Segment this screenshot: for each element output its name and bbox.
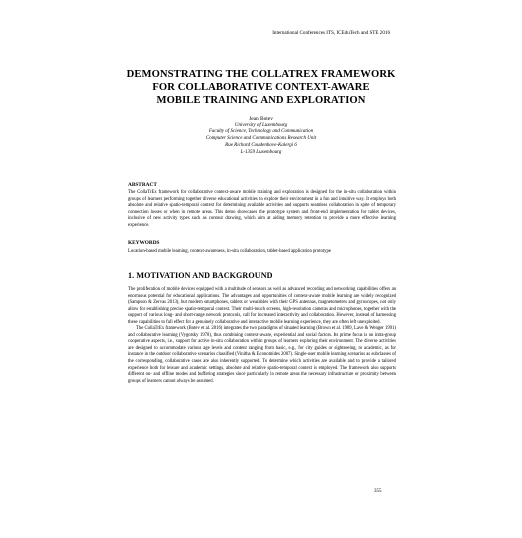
section-1-heading: 1. MOTIVATION AND BACKGROUND	[128, 271, 273, 280]
author-name: Jean Botev	[249, 116, 273, 122]
page-number: 355	[374, 489, 382, 494]
title-line-3: MOBILE TRAINING AND EXPLORATION	[156, 95, 366, 106]
title-line-2: FOR COLLABORATIVE CONTEXT-AWARE	[152, 82, 370, 93]
author-faculty: Faculty of Science, Technology and Communication	[208, 129, 314, 135]
keywords-heading: KEYWORDS	[128, 240, 160, 246]
author-block	[110, 116, 412, 156]
paragraph: The CollaTrEx framework (Botev et al. 2016) integrates the two paradigms of situated learning (Brown et al. 1989, Lave & Wenger 1991) and collaborative learning (Vygotsky 1978), thus combining context-aware, experiential and social factors. Its prime focus is on intra-group cooperative aspects, i.e., support for active in-situ collaboration within groups of learners exploring their environment. The diverse activities are designed to accommodate various age levels and content ranging from basic, e.g., for city guides or sightseeing, to academic, as for instance in the outdoor collaborative scenarios classified (Vinitha & Economides 2007). Single-user mobile learning scenarios as subclasses of the corresponding, collaborative cases are also inherently supported. To determine which activities are available and to provide a tailored experience both for leisure and academic settings, absolute and relative spatio-temporal context is employed. The framework also supports different on- and offline modes and buffering strategies since particularly in remote areas the necessary infrastructure or proximity between groups of learners cannot always be assumed.	[128, 326, 396, 384]
author-street: Rue Richard Coudenhove-Kalergi 6	[225, 142, 297, 148]
author-department: Computer Science and Communications Research Unit	[205, 136, 317, 142]
author-university: University of Luxembourg	[234, 122, 288, 128]
keywords-text: Location-based mobile learning, context-awareness, in-situ collaboration, tablet-based application prototype	[128, 249, 331, 254]
title-line-1: DEMONSTRATING THE COLLATREX FRAMEWORK	[126, 69, 396, 80]
paragraph: The proliferation of mobile devices equipped with a multitude of sensors as well as advanced recording and networking capabilities offers an enormous potential for educational applications. The advantages and opportunities of context-aware mobile learning are widely recognized (Sampson & Zervas 2013), but modern smartphones, tablets or wearables with their GPS antennas, magnetometers and gyroscopes, not only allow for establishing precise spatio-temporal context. Their multi-touch screens, high-resolution cameras and microphones, together with the support of various long- and short-range network protocols, call for increased interactivity and collaboration. However, instead of harnessing these capabilities to full effect for a genuinely collaborative and interactive mobile learning experience, they are often left unexploited.	[128, 287, 396, 325]
abstract-heading: ABSTRACT	[128, 182, 157, 188]
paper-title	[110, 68, 412, 107]
abstract-text: The CollaTrEx framework for collaborative context-aware mobile training and exploration is designed for the in-situ collaboration within groups of learners performing together diverse educational activities to explore their environment in a fun and intuitive way. It employs both absolute and relative spatio-temporal context for determining available activities and supports seamless collaboration in spite of temporary connection losses or when in remote areas. This demo showcases the prototype system and front-end implementation for tablet devices, inclusive of new activity types such as contour drawing, which aim at aiding memory retention to provide a more effective learning experience.	[128, 190, 396, 228]
author-city: L-1359 Luxembourg	[240, 149, 282, 155]
section-1-body	[128, 287, 396, 385]
running-head: International Conferences ITS, ICEduTech and STE 2016	[272, 30, 390, 36]
